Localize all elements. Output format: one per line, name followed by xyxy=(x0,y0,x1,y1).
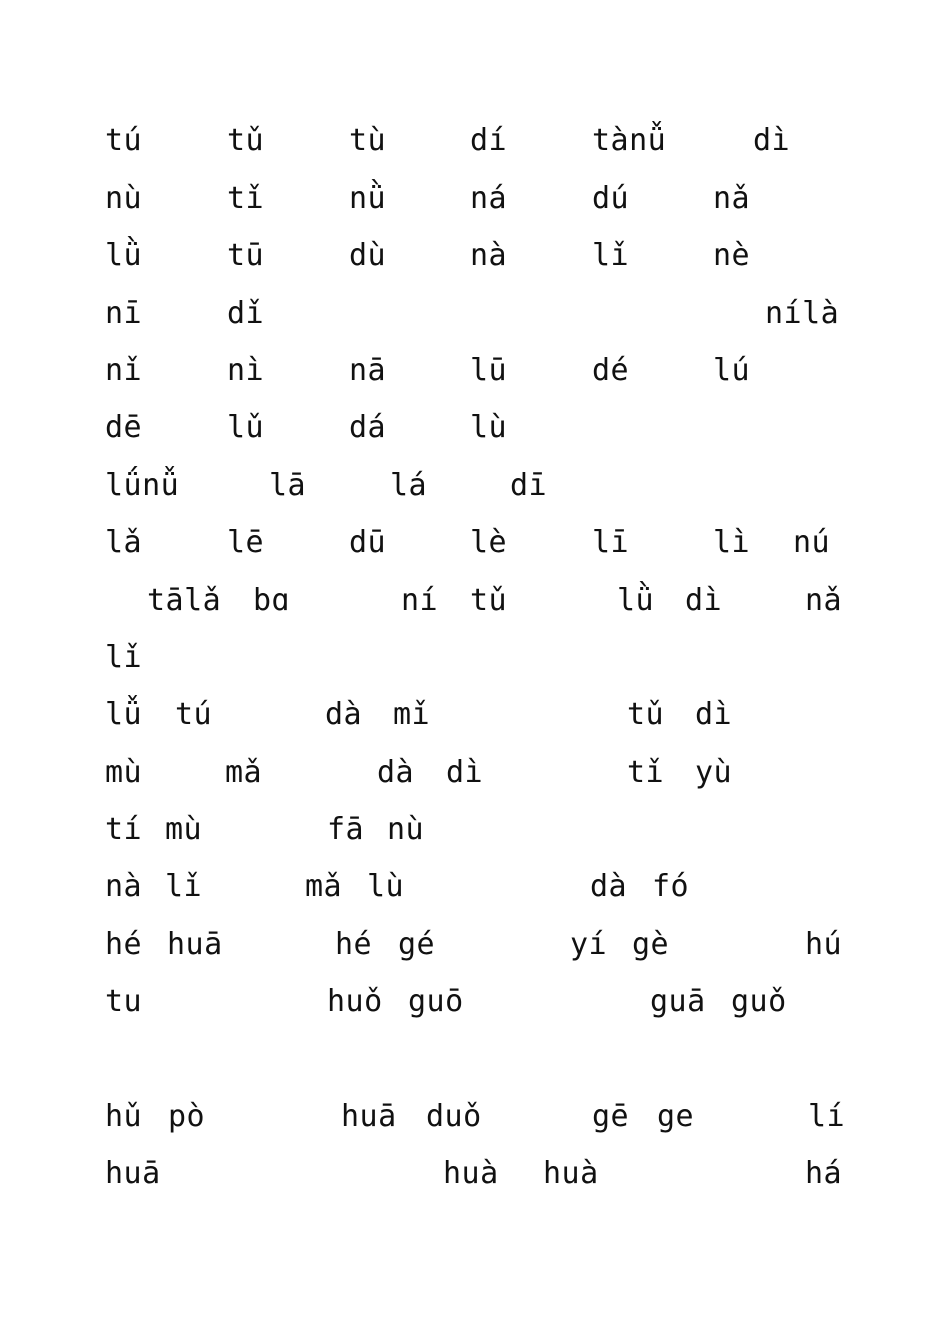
pinyin-line-14 xyxy=(0,867,950,907)
pinyin-syllable: há xyxy=(805,1156,843,1191)
pinyin-syllable: mǎ xyxy=(225,755,263,790)
pinyin-syllable: tànǚ xyxy=(592,123,667,158)
pinyin-syllable: dì xyxy=(446,755,484,790)
pinyin-syllable: lù xyxy=(470,410,508,445)
pinyin-syllable: tu xyxy=(105,984,143,1019)
pinyin-syllable: mǎ xyxy=(305,869,343,904)
pinyin-syllable: huā xyxy=(167,927,223,962)
pinyin-syllable: lǘnǚ xyxy=(105,468,180,503)
pinyin-syllable: fā xyxy=(327,812,365,847)
pinyin-syllable: mǐ xyxy=(393,697,431,732)
pinyin-syllable: tǔ xyxy=(470,583,508,618)
pinyin-line-16 xyxy=(0,982,950,1022)
pinyin-syllable: tí xyxy=(105,812,143,847)
pinyin-syllable: lǚ xyxy=(105,697,143,732)
pinyin-syllable: dí xyxy=(470,123,508,158)
pinyin-syllable: mù xyxy=(105,755,143,790)
pinyin-syllable: nà xyxy=(105,869,143,904)
pinyin-syllable: lā xyxy=(269,468,307,503)
pinyin-syllable: tú xyxy=(175,697,213,732)
pinyin-syllable: lē xyxy=(227,525,265,560)
pinyin-syllable: dà xyxy=(590,869,628,904)
pinyin-syllable: hú xyxy=(805,927,843,962)
pinyin-syllable: dá xyxy=(349,410,387,445)
pinyin-syllable: dì xyxy=(695,697,733,732)
pinyin-syllable: bɑ xyxy=(253,583,291,618)
pinyin-syllable: dē xyxy=(105,410,143,445)
pinyin-syllable: huā xyxy=(341,1099,397,1134)
pinyin-line-8 xyxy=(0,523,950,563)
pinyin-line-15 xyxy=(0,925,950,965)
pinyin-line-13 xyxy=(0,810,950,850)
pinyin-syllable: lǎ xyxy=(105,525,143,560)
pinyin-syllable: tǔ xyxy=(227,123,265,158)
pinyin-syllable: lǐ xyxy=(165,869,203,904)
pinyin-syllable: yù xyxy=(695,755,733,790)
pinyin-syllable: tǔ xyxy=(627,697,665,732)
pinyin-syllable: lǔ xyxy=(227,410,265,445)
pinyin-syllable: dú xyxy=(592,181,630,216)
pinyin-syllable: lī xyxy=(592,525,630,560)
pinyin-syllable: pò xyxy=(168,1099,206,1134)
pinyin-syllable: ná xyxy=(470,181,508,216)
pinyin-syllable: dù xyxy=(349,238,387,273)
pinyin-syllable: dà xyxy=(325,697,363,732)
pinyin-syllable: lú xyxy=(713,353,751,388)
pinyin-line-10 xyxy=(0,638,950,678)
pinyin-syllable: nílà xyxy=(765,296,840,331)
pinyin-syllable: dé xyxy=(592,353,630,388)
pinyin-syllable: lù xyxy=(367,869,405,904)
pinyin-line-3 xyxy=(0,236,950,276)
pinyin-syllable: tū xyxy=(227,238,265,273)
pinyin-syllable: huā xyxy=(105,1156,161,1191)
pinyin-syllable: guā xyxy=(650,984,706,1019)
pinyin-line-7 xyxy=(0,466,950,506)
pinyin-syllable: lá xyxy=(390,468,428,503)
pinyin-syllable: mù xyxy=(165,812,203,847)
pinyin-syllable: nà xyxy=(470,238,508,273)
pinyin-syllable: tù xyxy=(349,123,387,158)
pinyin-syllable: tú xyxy=(105,123,143,158)
pinyin-syllable: nú xyxy=(793,525,831,560)
pinyin-syllable: ní xyxy=(401,583,439,618)
pinyin-line-9 xyxy=(0,581,950,621)
pinyin-syllable: nǜ xyxy=(349,181,387,216)
pinyin-line-12 xyxy=(0,753,950,793)
pinyin-line-6 xyxy=(0,408,950,448)
pinyin-syllable: nǎ xyxy=(713,181,751,216)
pinyin-syllable: tǐ xyxy=(627,755,665,790)
pinyin-syllable: tǐ xyxy=(227,181,265,216)
pinyin-syllable: gē xyxy=(592,1099,630,1134)
pinyin-syllable: lǜ xyxy=(105,238,143,273)
pinyin-syllable: nì xyxy=(227,353,265,388)
pinyin-syllable: hé xyxy=(105,927,143,962)
pinyin-line-11 xyxy=(0,695,950,735)
pinyin-syllable: guǒ xyxy=(731,984,787,1019)
pinyin-syllable: nā xyxy=(349,353,387,388)
pinyin-syllable: nè xyxy=(713,238,751,273)
pinyin-syllable: dī xyxy=(510,468,548,503)
pinyin-syllable: duǒ xyxy=(426,1099,482,1134)
pinyin-syllable: nù xyxy=(387,812,425,847)
pinyin-syllable: gè xyxy=(632,927,670,962)
pinyin-syllable: hǔ xyxy=(105,1099,143,1134)
pinyin-syllable: ge xyxy=(657,1099,695,1134)
pinyin-syllable: huà xyxy=(543,1156,599,1191)
pinyin-syllable: lì xyxy=(713,525,751,560)
pinyin-syllable: huǒ xyxy=(327,984,383,1019)
pinyin-syllable: lǐ xyxy=(105,640,143,675)
pinyin-syllable: lè xyxy=(470,525,508,560)
pinyin-syllable: lǜ xyxy=(617,583,655,618)
pinyin-syllable: lū xyxy=(470,353,508,388)
pinyin-line-18 xyxy=(0,1154,950,1194)
pinyin-line-2 xyxy=(0,179,950,219)
pinyin-line-4 xyxy=(0,294,950,334)
pinyin-syllable: yí xyxy=(570,927,608,962)
pinyin-syllable: dì xyxy=(685,583,723,618)
pinyin-syllable: huà xyxy=(443,1156,499,1191)
pinyin-syllable: lí xyxy=(808,1099,846,1134)
pinyin-syllable: guō xyxy=(408,984,464,1019)
pinyin-syllable: dì xyxy=(753,123,791,158)
pinyin-syllable: nǐ xyxy=(105,353,143,388)
pinyin-syllable: gé xyxy=(398,927,436,962)
pinyin-syllable: fó xyxy=(652,869,690,904)
pinyin-syllable: dū xyxy=(349,525,387,560)
pinyin-syllable: lǐ xyxy=(592,238,630,273)
pinyin-syllable: nù xyxy=(105,181,143,216)
pinyin-line-17 xyxy=(0,1097,950,1137)
pinyin-syllable: nī xyxy=(105,296,143,331)
pinyin-line-5 xyxy=(0,351,950,391)
pinyin-syllable: dǐ xyxy=(227,296,265,331)
pinyin-syllable: nǎ xyxy=(805,583,843,618)
pinyin-line-1 xyxy=(0,121,950,161)
pinyin-syllable: hé xyxy=(335,927,373,962)
pinyin-syllable: dà xyxy=(377,755,415,790)
pinyin-syllable: tālǎ xyxy=(147,583,222,618)
